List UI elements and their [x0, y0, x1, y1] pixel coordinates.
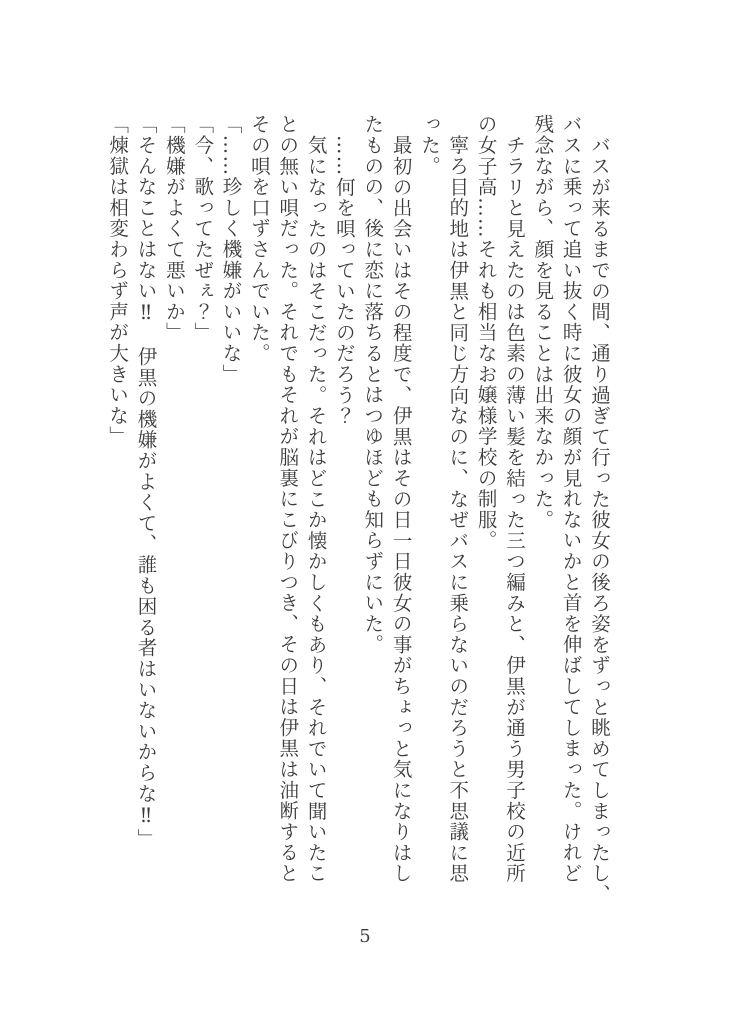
paragraph-dialogue — [131, 114, 159, 914]
paragraph-narrative — [245, 114, 330, 914]
text-line: バスに乗って追い抜く時に彼女の顔が見れないかと首を伸ばしてしまった。けれど — [559, 114, 583, 884]
paragraph-narrative — [471, 114, 528, 914]
text-line: たものの、後に恋に落ちるとはつゆほども知らずにいた。 — [361, 114, 385, 655]
text-line: 気になったのはそこだった。それはどこか懐かしくもあり、それでいて聞いたこ — [304, 134, 328, 884]
text-line: 残念ながら、顔を見ることは出来なかった。 — [531, 114, 555, 530]
text-line: の女子高……それも相当なお嬢様学校の制服。 — [474, 114, 498, 551]
text-line: 「そんなことはない‼ 伊黒の機嫌がよくて、誰も困る者はいないからな‼」 — [134, 114, 158, 849]
text-line: その唄を口ずさんでいた。 — [247, 114, 271, 364]
text-line: 「機嫌がよくて悪いか」 — [162, 114, 186, 343]
text-line: 「煉獄は相変わらず声が大きいな」 — [106, 114, 130, 447]
paragraph-narrative — [358, 114, 415, 914]
text-line: 「今、歌ってたぜぇ？」 — [191, 114, 215, 343]
text-line: バスが来るまでの間、通り過ぎて行った彼女の後ろ姿をずっと眺めてしまったし、 — [588, 134, 611, 905]
paragraph-narrative — [528, 114, 613, 914]
paragraph-narrative — [330, 114, 358, 914]
text-line: チラリと見えたのは色素の薄い髪を結った三つ編みと、伊黒が通う男子校の近所 — [502, 134, 526, 884]
paragraph-dialogue — [216, 114, 244, 914]
text-line: 「……珍しく機嫌がいいな」 — [219, 114, 243, 385]
text-line: 最初の出会いはその程度で、伊黒はその日一日彼女の事がちょっと気になりはし — [389, 134, 413, 884]
page-footer — [0, 926, 730, 947]
paragraph-dialogue — [103, 114, 131, 914]
paragraph-dialogue — [160, 114, 188, 914]
text-line: 寧ろ目的地は伊黒と同じ方向なのに、なぜバスに乗らないのだろうと不思議に思 — [446, 134, 470, 884]
text-body — [103, 114, 613, 914]
page-number: 5 — [359, 926, 371, 947]
paragraph-narrative — [415, 114, 472, 914]
text-line: ……何を唄っていたのだろう？ — [332, 134, 356, 426]
paragraph-dialogue — [188, 114, 216, 914]
text-line: った。 — [417, 114, 441, 177]
text-line: との無い唄だった。それでもそれが脳裏にこびりつき、その日は伊黒は油断すると — [276, 114, 300, 884]
